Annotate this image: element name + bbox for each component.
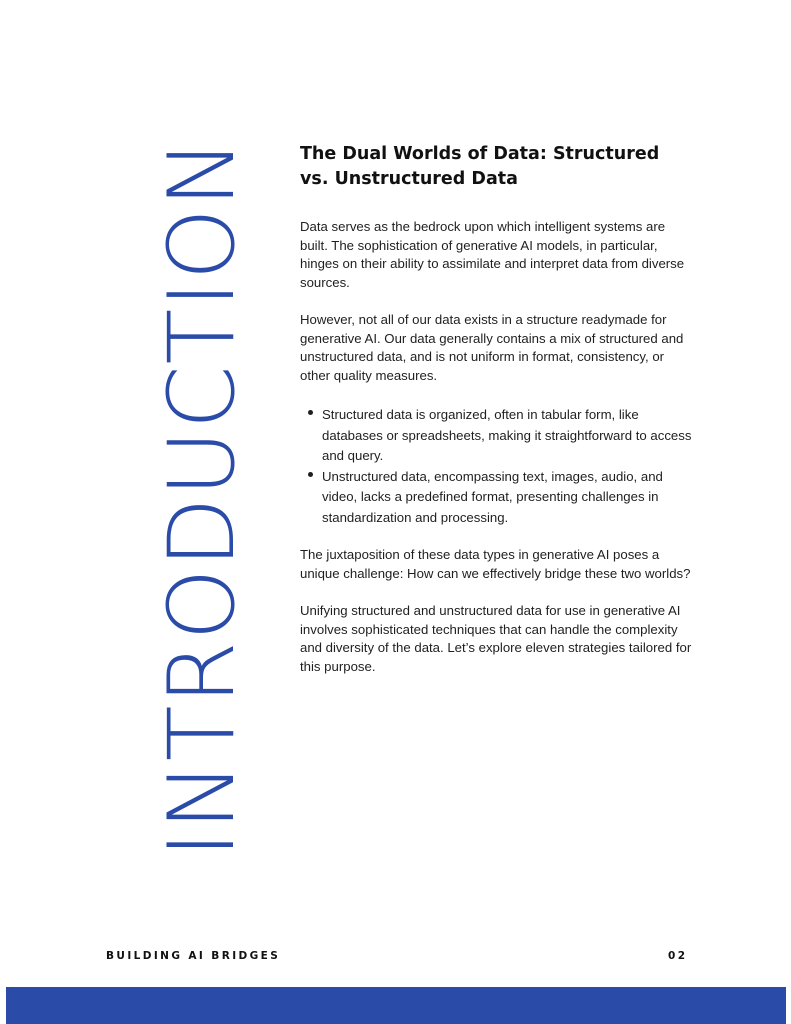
paragraph-3: The juxtaposition of these data types in generative AI poses a unique challenge: How can we effectively bridge these two worlds?	[300, 547, 691, 581]
page-number: 02	[668, 950, 688, 962]
main-content	[300, 142, 692, 695]
side-title: INTRODUCTION	[150, 138, 255, 858]
paragraph-4: Unifying structured and unstructured data for use in generative AI involves sophisticated techniques that can handle the complexity and diversity of the data. Let’s explore eleven strategies tailored for this purpose.	[300, 603, 692, 674]
page-heading: The Dual Worlds of Data: Structured vs. Unstructured Data	[300, 144, 660, 189]
footer-band	[6, 987, 786, 1024]
paragraph-2: However, not all of our data exists in a structure readymade for generative AI. Our data generally contains a mix of structured and unstructured data, and is not uniform in format, consistency, or other quality measures.	[300, 312, 684, 383]
footer-title: BUILDING AI BRIDGES	[106, 950, 281, 962]
paragraph-1: Data serves as the bedrock upon which intelligent systems are built. The sophistication of generative AI models, in particular, hinges on their ability to assimilate and interpret data from diverse sources.	[300, 219, 685, 290]
bullet-text: Structured data is organized, often in tabular form, like databases or spreadsheets, making it straightforward to access and query.	[322, 407, 692, 463]
bullet-list	[300, 404, 692, 527]
bullet-text: Unstructured data, encompassing text, images, audio, and video, lacks a predefined format, presenting challenges in standardization and processing.	[322, 468, 663, 525]
bullet-dot-icon	[308, 472, 313, 477]
bullet-item	[300, 466, 692, 528]
bullet-item	[300, 404, 692, 466]
bullet-dot-icon	[308, 410, 313, 415]
